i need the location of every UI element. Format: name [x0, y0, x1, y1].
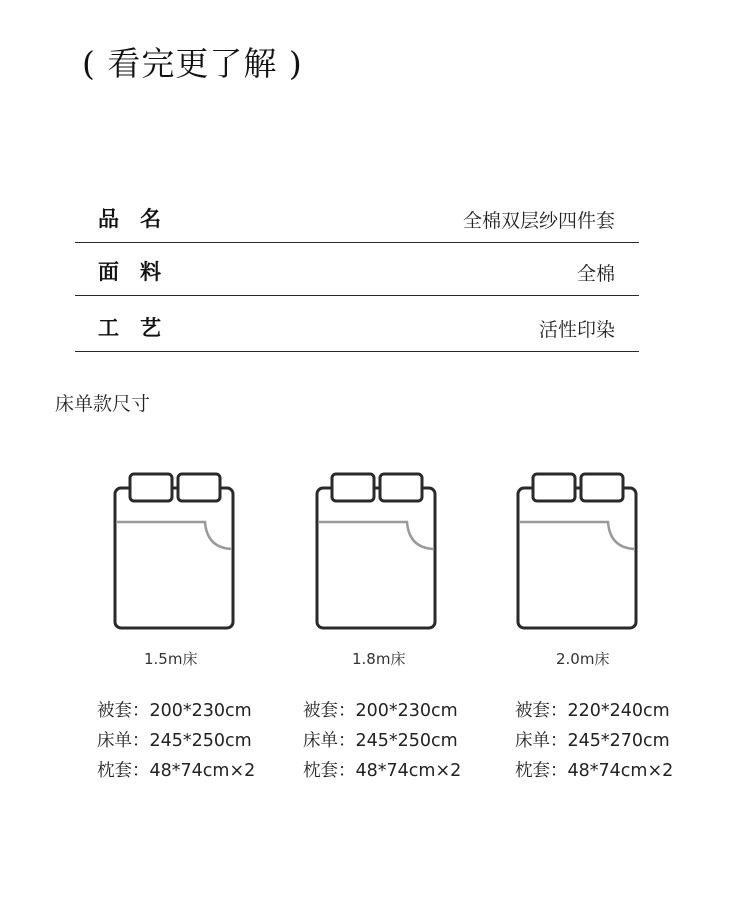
duvet-cover-size: 被套：200*230cm — [303, 701, 458, 721]
spec-value: 全棉 — [576, 263, 615, 285]
flat-sheet-size: 床单：245*250cm — [97, 731, 252, 751]
bed-icon — [515, 468, 641, 630]
duvet-cover-size: 被套：200*230cm — [97, 701, 252, 721]
bed-dimensions — [303, 699, 461, 789]
pillowcase-size: 枕套：48*74cm×2 — [97, 761, 256, 781]
page-heading: ( 看完更了解 ) — [82, 44, 303, 83]
pillowcase-size: 枕套：48*74cm×2 — [303, 761, 462, 781]
spec-key: 面料 — [98, 260, 182, 284]
spec-value: 全棉双层纱四件套 — [462, 210, 615, 232]
spec-value: 活性印染 — [538, 319, 615, 341]
bed-size-label: 1.5m床 — [144, 650, 198, 668]
bed-icon — [314, 468, 440, 630]
bed-size-label: 2.0m床 — [556, 650, 610, 668]
spec-key: 工艺 — [98, 316, 182, 340]
section-title: 床单款尺寸 — [55, 393, 151, 415]
flat-sheet-size: 床单：245*250cm — [303, 731, 458, 751]
bed-dimensions — [97, 699, 255, 789]
spec-key: 品名 — [98, 207, 182, 231]
spec-table — [75, 196, 639, 352]
flat-sheet-size: 床单：245*270cm — [515, 731, 670, 751]
duvet-cover-size: 被套：220*240cm — [515, 701, 670, 721]
spec-row-craft — [75, 296, 639, 352]
bed-dimensions — [515, 699, 673, 789]
spec-row-fabric — [75, 243, 639, 296]
bed-icon — [112, 468, 238, 630]
spec-row-product-name — [75, 196, 639, 243]
bed-size-label: 1.8m床 — [352, 650, 406, 668]
pillowcase-size: 枕套：48*74cm×2 — [515, 761, 674, 781]
